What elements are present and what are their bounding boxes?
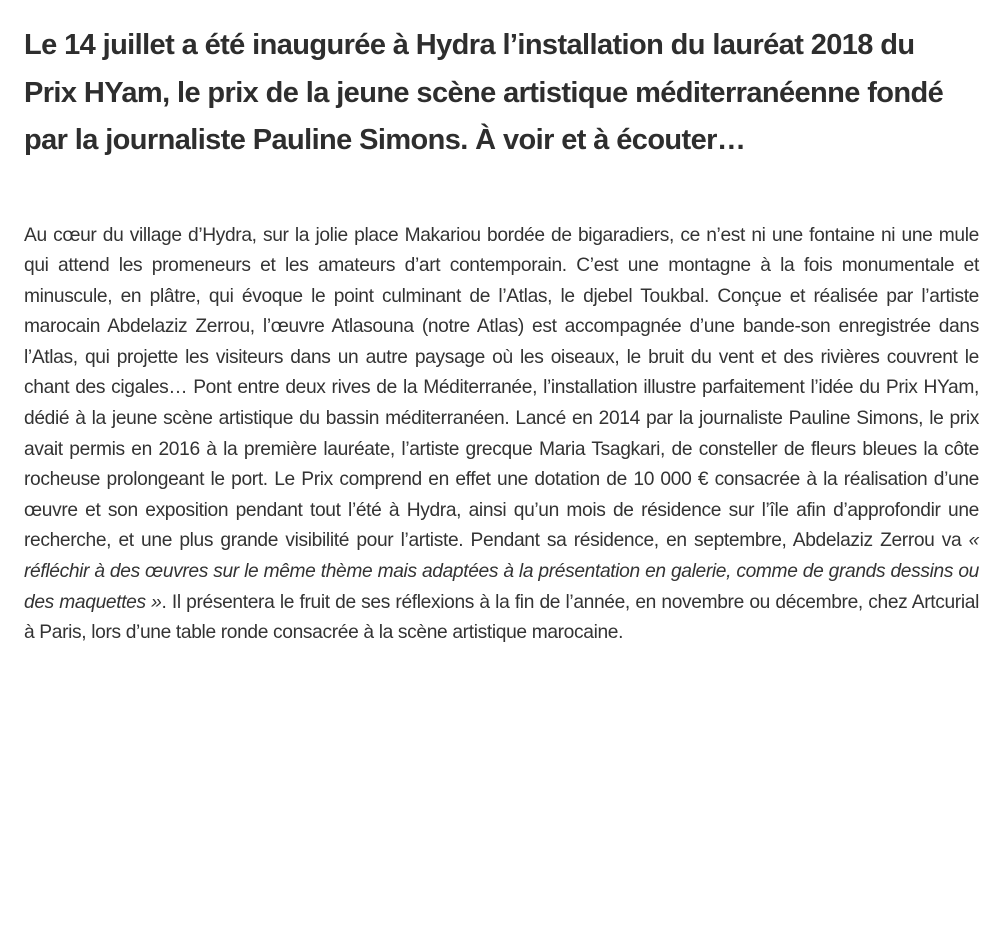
article <box>24 22 979 649</box>
article-body <box>24 221 979 649</box>
body-text-part-2: . Il présentera le fruit de ses réflexions à la fin de l’année, en novembre ou décembre, chez Artcurial à Paris, lors d’une table ronde consacrée à la scène artistique marocaine. <box>24 591 979 644</box>
body-text-part-1: Au cœur du village d’Hydra, sur la jolie place Makariou bordée de bigaradiers, ce n’est ni une fontaine ni une mule qui attend les promeneurs et les amateurs d’art contemporain. C’est une montagne à la fois monumentale et minuscule, en plâtre, qui évoque le point culminant de l’Atlas, le djebel Toukbal. Conçue et réalisée par l’artiste marocain Abdelaziz Zerrou, l’œuvre Atlasouna (notre Atlas) est accompagnée d’une bande-son enregistrée dans l’Atlas, qui projette les visiteurs dans un autre paysage où les oiseaux, le bruit du vent et des rivières couvrent le chant des cigales… Pont entre deux rives de la Méditerranée, l’installation illustre parfaitement l’idée du Prix HYam, dédié à la jeune scène artistique du bassin méditerranéen. Lancé en 2014 par la journaliste Pauline Simons, le prix avait permis en 2016 à la première lauréate, l’artiste grecque Maria Tsagkari, de consteller de fleurs bleues la côte rocheuse prolongeant le port. Le Prix comprend en effet une dotation de 10 000 € consacrée à la réalisation d’une œuvre et son exposition pendant tout l’été à Hydra, ainsi qu’un mois de résidence sur l’île afin d’approfondir une recherche, et une plus grande visibilité pour l’artiste. Pendant sa résidence, en septembre, Abdelaziz Zerrou va <box>24 224 979 552</box>
body-quote: « réfléchir à des œuvres sur le même thème mais adaptées à la présentation en galerie, comme de grands dessins ou des maquettes » <box>24 530 979 613</box>
article-lede: Le 14 juillet a été inaugurée à Hydra l’installation du lauréat 2018 du Prix HYam, le prix de la jeune scène artistique méditerranéenne fondé par la journaliste Pauline Simons. À voir et à écouter… <box>24 29 944 156</box>
